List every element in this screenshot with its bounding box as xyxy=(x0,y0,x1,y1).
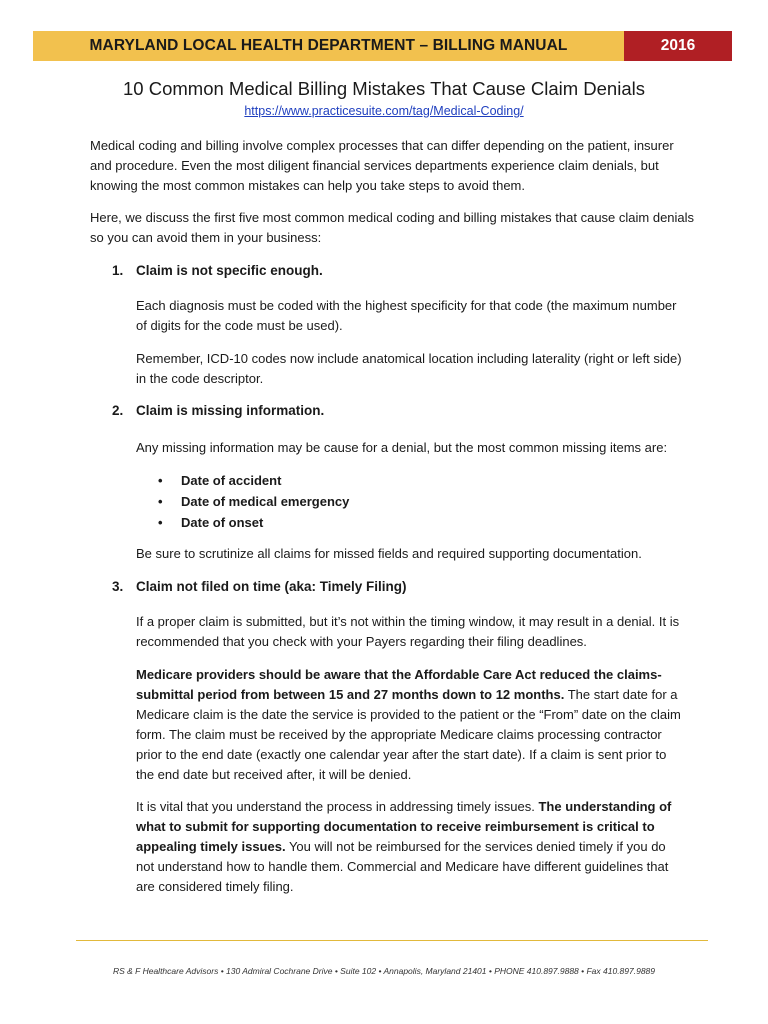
list-item: • Date of onset xyxy=(158,512,349,533)
medicare-notice-bold: Medicare providers should be aware that the Affordable Care Act reduced the claims-submittal period from between 15 and 27 months down to 12 months. xyxy=(136,667,662,702)
section-1-paragraph-1: Each diagnosis must be coded with the highest specificity for that code (the maximum number of digits for the code must be used). xyxy=(136,298,677,333)
section-3-number: 3. xyxy=(112,579,124,594)
intro-paragraph-1: Medical coding and billing involve complex processes that can differ depending on the patient, insurer and procedure. Even the most diligent financial services departments experience claim denials, but knowing the most common mistakes can help you take steps to avoid them. xyxy=(90,138,674,193)
section-1-title: Claim is not specific enough. xyxy=(136,263,323,278)
timely-issues-bold: The understanding of what to submit for supporting documentation to receive reimbursement is critical to appealing timely issues. xyxy=(136,799,672,854)
section-2-heading xyxy=(112,403,324,418)
list-item: • Date of medical emergency xyxy=(158,491,349,512)
timely-issues-intro: It is vital that you understand the process in addressing timely issues. xyxy=(136,799,539,814)
header-title: MARYLAND LOCAL HEALTH DEPARTMENT – BILLING MANUAL xyxy=(89,37,568,54)
source-link[interactable]: https://www.practicesuite.com/tag/Medical-Coding/ xyxy=(244,104,524,118)
section-1-heading xyxy=(112,263,323,278)
section-2-paragraph-1: Any missing information may be cause for a denial, but the most common missing items are: xyxy=(136,440,668,455)
section-3-title: Claim not filed on time (aka: Timely Filing) xyxy=(136,579,407,594)
section-3-paragraph-2 xyxy=(136,665,684,785)
missing-items-list xyxy=(158,470,349,533)
document-title: 10 Common Medical Billing Mistakes That Cause Claim Denials xyxy=(123,78,645,99)
section-3-paragraph-1: If a proper claim is submitted, but it’s not within the timing window, it may result in a denial. It is recommended that you check with your Payers regarding their filing deadlines. xyxy=(136,614,680,649)
intro-paragraph-2: Here, we discuss the first five most common medical coding and billing mistakes that cause claim denials so you can avoid them in your business: xyxy=(90,210,695,245)
section-2-number: 2. xyxy=(112,403,124,418)
section-3-heading xyxy=(112,579,407,594)
section-2-title: Claim is missing information. xyxy=(136,403,325,418)
section-1-paragraph-2: Remember, ICD-10 codes now include anatomical location including laterality (right or left side) in the code descriptor. xyxy=(136,351,682,386)
footer-divider xyxy=(76,940,708,941)
timely-issues-text: You will not be reimbursed for the services denied timely if you do not understand how to handle them. Commercial and Medicare have different guidelines that are considered timely filing. xyxy=(136,839,669,894)
section-1-number: 1. xyxy=(112,263,124,278)
section-2-paragraph-2: Be sure to scrutinize all claims for missed fields and required supporting documentation. xyxy=(136,546,642,561)
header-bar xyxy=(33,31,624,61)
footer-contact: RS & F Healthcare Advisors • 130 Admiral Cochrane Drive • Suite 102 • Annapolis, Maryland 21401 • PHONE 410.897.9888 • Fax 410.897.9889 xyxy=(112,966,656,976)
header-year: 2016 xyxy=(624,31,732,61)
medicare-notice-text: The start date for a Medicare claim is the date the service is provided to the patient or the “From” date on the claim form. The claim must be received by the appropriate Medicare claims processing contractor prior to the end date (exactly one calendar year after the start date). If a claim is sent prior to the end date but received after, it will be denied. xyxy=(136,687,681,782)
list-item: • Date of accident xyxy=(158,470,349,491)
section-3-paragraph-3 xyxy=(136,797,684,897)
